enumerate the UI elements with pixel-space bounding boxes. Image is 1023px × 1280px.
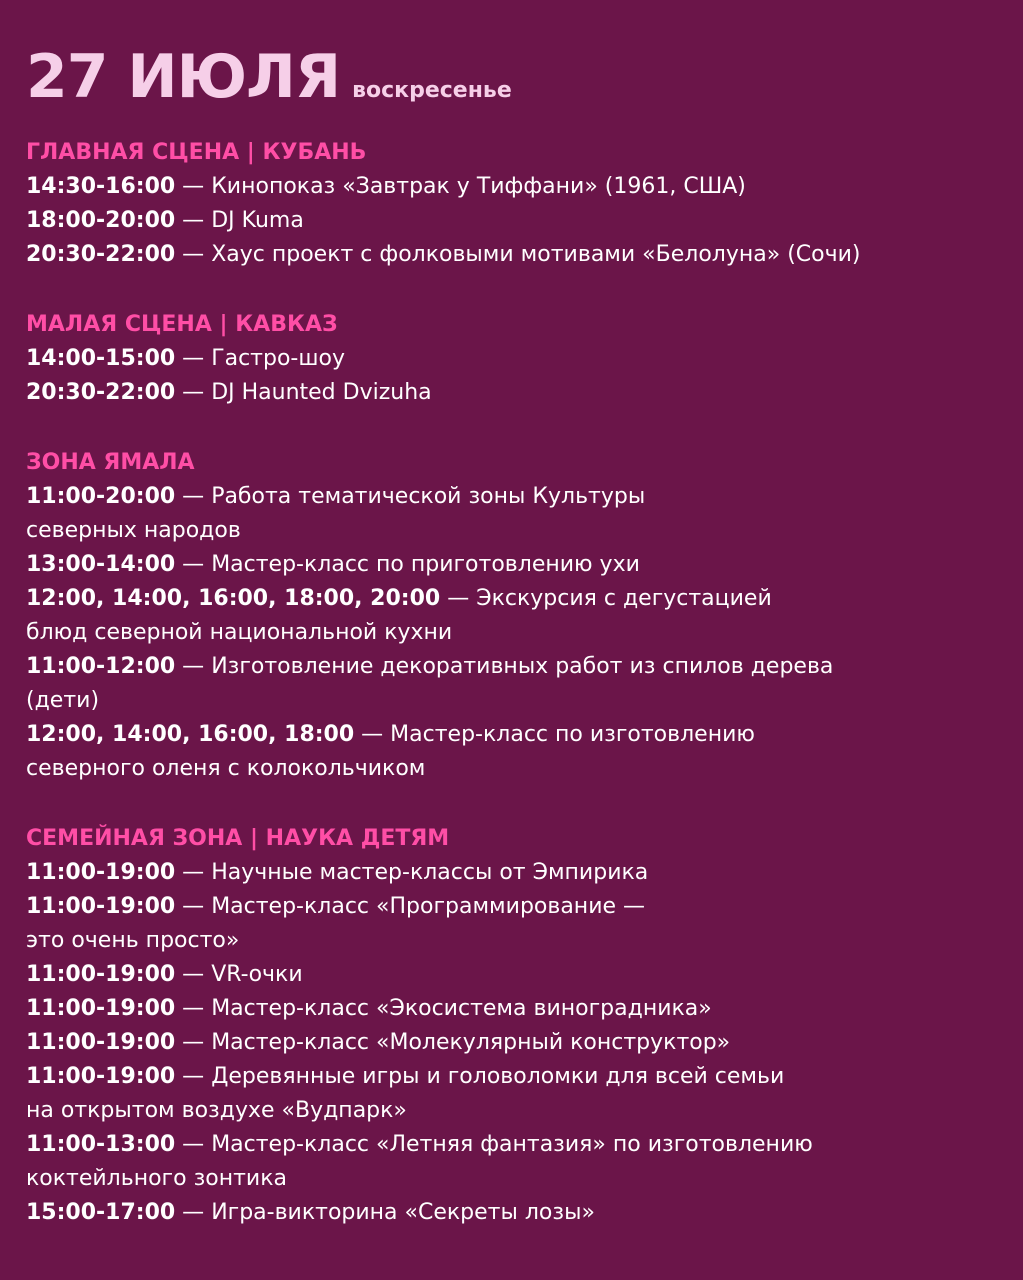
- event-time: 11:00-12:00: [26, 654, 176, 679]
- event-description: DJ Haunted Dvizuha: [211, 380, 432, 405]
- event-line: [26, 958, 993, 992]
- event-separator: —: [175, 1132, 212, 1157]
- event-line: [26, 856, 993, 890]
- event-description: Мастер-класс «Летняя фантазия» по изготовлению: [211, 1132, 813, 1157]
- event-time: 15:00-17:00: [26, 1200, 176, 1225]
- event-line: [26, 548, 993, 582]
- event-line: [26, 1128, 993, 1162]
- event-description-continued: блюд северной национальной кухни: [26, 620, 453, 645]
- event-time: 20:30-22:00: [26, 380, 176, 405]
- event-separator: —: [175, 1030, 212, 1055]
- event-line: [26, 376, 993, 410]
- event-separator: —: [175, 1064, 212, 1089]
- event-line: [26, 238, 993, 272]
- event-description: Деревянные игры и головоломки для всей семьи: [211, 1064, 785, 1089]
- event-description: Изготовление декоративных работ из спилов дерева: [211, 654, 834, 679]
- event-time: 14:30-16:00: [26, 174, 176, 199]
- event-separator: —: [175, 484, 212, 509]
- event-description: Игра-викторина «Секреты лозы»: [211, 1200, 595, 1225]
- event-line: [26, 650, 993, 684]
- event-time: 11:00-19:00: [26, 860, 176, 885]
- event-time: 12:00, 14:00, 16:00, 18:00, 20:00: [26, 586, 441, 611]
- event-description: Хаус проект с фолковыми мотивами «Белолуна» (Сочи): [211, 242, 861, 267]
- event-time: 20:30-22:00: [26, 242, 176, 267]
- event-separator: —: [175, 996, 212, 1021]
- event-separator: —: [175, 346, 212, 371]
- section-title: ЗОНА ЯМАЛА: [26, 450, 195, 475]
- event-separator: —: [175, 552, 212, 577]
- event-time: 18:00-20:00: [26, 208, 176, 233]
- schedule-section: [26, 308, 993, 410]
- event-line: [26, 342, 993, 376]
- event-line: [26, 480, 993, 514]
- event-time: 11:00-19:00: [26, 996, 176, 1021]
- event-separator: —: [175, 208, 212, 233]
- date-title: 27 ИЮЛЯ: [26, 42, 341, 112]
- event-line: [26, 204, 993, 238]
- event-description: Работа тематической зоны Культуры: [211, 484, 646, 509]
- event-time: 12:00, 14:00, 16:00, 18:00: [26, 722, 355, 747]
- event-time: 11:00-20:00: [26, 484, 176, 509]
- event-time: 11:00-19:00: [26, 1030, 176, 1055]
- schedule-section: [26, 446, 993, 786]
- event-time: 11:00-19:00: [26, 962, 176, 987]
- event-separator: —: [175, 962, 212, 987]
- event-time: 11:00-13:00: [26, 1132, 176, 1157]
- event-separator: —: [354, 722, 391, 747]
- event-separator: —: [175, 654, 212, 679]
- event-separator: —: [440, 586, 477, 611]
- schedule-section: [26, 136, 993, 272]
- event-line: [26, 992, 993, 1026]
- event-description: Мастер-класс по изготовлению: [390, 722, 755, 747]
- event-separator: —: [175, 894, 212, 919]
- event-description: Научные мастер-классы от Эмпирика: [211, 860, 649, 885]
- event-time: 11:00-19:00: [26, 1064, 176, 1089]
- event-description: Кинопоказ «Завтрак у Тиффани» (1961, США): [211, 174, 746, 199]
- schedule-section: [26, 822, 993, 1230]
- event-description-continued: северных народов: [26, 518, 241, 543]
- section-title: ГЛАВНАЯ СЦЕНА | КУБАНЬ: [26, 140, 367, 165]
- event-description: Мастер-класс «Программирование —: [211, 894, 646, 919]
- event-line: [26, 718, 993, 752]
- event-time: 13:00-14:00: [26, 552, 176, 577]
- event-line: [26, 1196, 993, 1230]
- event-description-continued: коктейльного зонтика: [26, 1166, 287, 1191]
- event-separator: —: [175, 860, 212, 885]
- event-time: 14:00-15:00: [26, 346, 176, 371]
- event-line: [26, 170, 993, 204]
- event-line: [26, 582, 993, 616]
- event-separator: —: [175, 174, 212, 199]
- weekday-label: воскресенье: [352, 78, 512, 103]
- event-separator: —: [175, 242, 212, 267]
- event-description: Мастер-класс «Молекулярный конструктор»: [211, 1030, 731, 1055]
- event-separator: —: [175, 380, 212, 405]
- event-separator: —: [175, 1200, 212, 1225]
- event-time: 11:00-19:00: [26, 894, 176, 919]
- section-title: МАЛАЯ СЦЕНА | КАВКАЗ: [26, 312, 338, 337]
- event-description-continued: северного оленя с колокольчиком: [26, 756, 426, 781]
- event-description: Мастер-класс «Экосистема виноградника»: [211, 996, 712, 1021]
- event-description-continued: (дети): [26, 688, 100, 713]
- page-header: [26, 40, 993, 114]
- event-description: DJ Kuma: [211, 208, 304, 233]
- section-title: СЕМЕЙНАЯ ЗОНА | НАУКА ДЕТЯМ: [26, 826, 450, 851]
- event-description-continued: на открытом воздухе «Вудпарк»: [26, 1098, 407, 1123]
- event-description-continued: это очень просто»: [26, 928, 240, 953]
- event-description: Мастер-класс по приготовлению ухи: [211, 552, 640, 577]
- event-line: [26, 890, 993, 924]
- event-line: [26, 1060, 993, 1094]
- event-description: Гастро-шоу: [211, 346, 345, 371]
- event-description: VR-очки: [211, 962, 303, 987]
- event-description: Экскурсия с дегустацией: [476, 586, 772, 611]
- schedule-sections: [26, 136, 993, 1230]
- event-line: [26, 1026, 993, 1060]
